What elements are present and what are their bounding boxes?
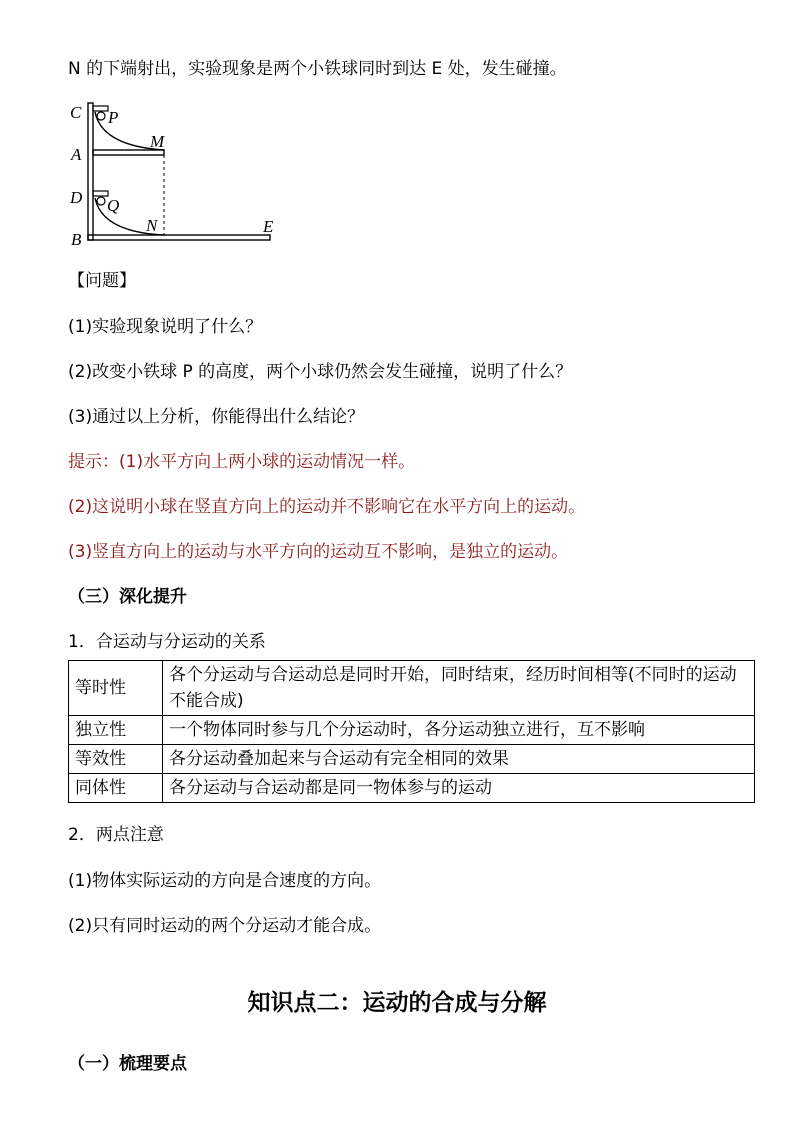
- table-key: 等效性: [69, 745, 163, 774]
- table-row: [69, 745, 755, 774]
- table-row: [69, 661, 755, 716]
- item1-title: 1．合运动与分运动的关系: [68, 632, 266, 652]
- label-p: P: [108, 108, 119, 127]
- hint-prefix: 提示：: [68, 452, 119, 472]
- label-d: D: [70, 188, 83, 207]
- ball-q: [97, 197, 105, 205]
- relation-table: [68, 660, 755, 803]
- vertical-wall: [88, 103, 93, 240]
- label-c: C: [70, 103, 82, 122]
- knowledge-heading: 知识点二：运动的合成与分解: [247, 990, 547, 1016]
- section3-heading: （三）深化提升: [68, 587, 187, 607]
- intro-line: N 的下端射出，实验现象是两个小铁球同时到达 E 处，发生碰撞。: [68, 59, 567, 79]
- ball-p: [97, 112, 105, 120]
- item2-title: 2．两点注意: [68, 825, 164, 845]
- question-1: (1)实验现象说明了什么？: [68, 317, 263, 337]
- table-row: [69, 774, 755, 803]
- hint-2: (2)这说明小球在竖直方向上的运动并不影响它在水平方向上的运动。: [68, 497, 586, 517]
- table-value: 各分运动叠加起来与合运动有完全相同的效果: [163, 745, 755, 774]
- note-2: (2)只有同时运动的两个分运动才能合成。: [68, 916, 382, 936]
- table-value: 各分运动与合运动都是同一物体参与的运动: [163, 774, 755, 803]
- label-m: M: [150, 132, 165, 151]
- question-heading: 【问题】: [68, 271, 136, 291]
- experiment-diagram: [66, 98, 281, 250]
- label-e: E: [263, 217, 274, 236]
- note-1: (1)物体实际运动的方向是合速度的方向。: [68, 871, 382, 891]
- hint-3: (3)竖直方向上的运动与水平方向的运动互不影响，是独立的运动。: [68, 542, 569, 562]
- hint-line-1: [68, 450, 415, 474]
- table-key: 等时性: [69, 661, 163, 716]
- table-key: 独立性: [69, 716, 163, 745]
- horizontal-floor: [88, 235, 270, 240]
- label-b: B: [71, 230, 82, 249]
- question-2: (2)改变小铁球 P 的高度，两个小球仍然会发生碰撞，说明了什么？: [68, 362, 573, 382]
- label-a: A: [71, 145, 82, 164]
- label-n: N: [146, 216, 158, 235]
- hint-1: (1)水平方向上两小球的运动情况一样。: [119, 452, 416, 472]
- table-row: [69, 716, 755, 745]
- top-ledge: [93, 106, 108, 111]
- section1-heading: （一）梳理要点: [68, 1054, 187, 1074]
- label-q: Q: [107, 196, 120, 215]
- table-key: 同体性: [69, 774, 163, 803]
- mid-ledge: [93, 191, 108, 196]
- question-3: (3)通过以上分析，你能得出什么结论？: [68, 407, 365, 427]
- table-value: 各个分运动与合运动总是同时开始，同时结束，经历时间相等(不同时的运动不能合成): [163, 661, 755, 716]
- table-value: 一个物体同时参与几个分运动时，各分运动独立进行，互不影响: [163, 716, 755, 745]
